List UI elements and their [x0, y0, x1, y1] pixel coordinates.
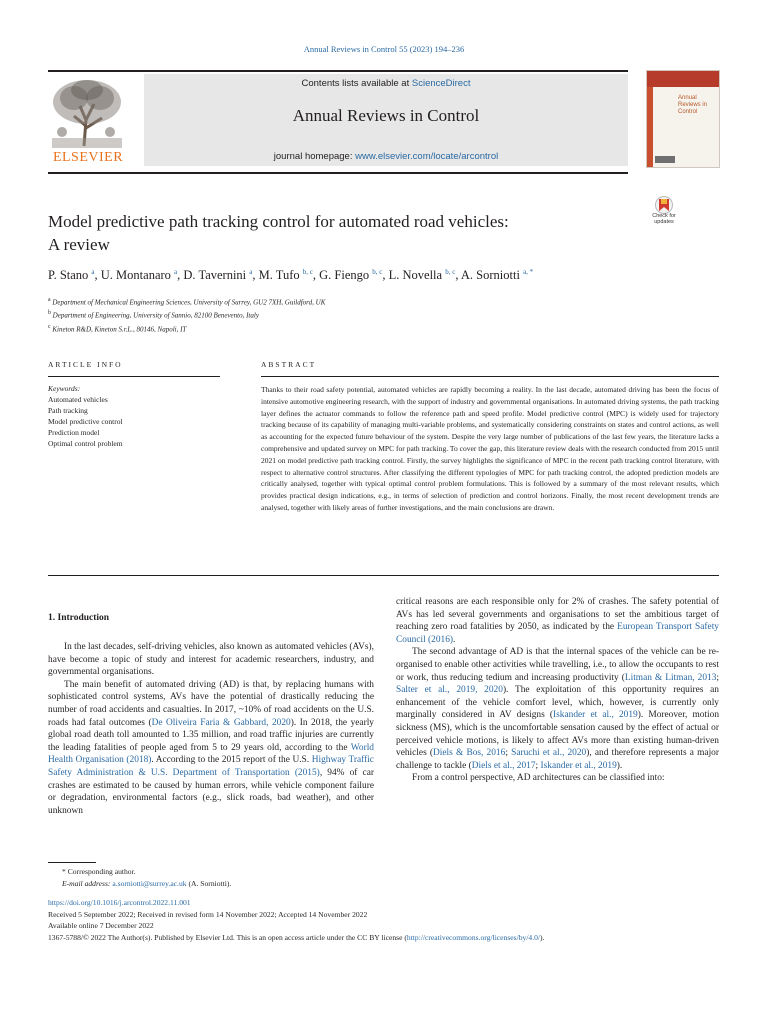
- citation-link[interactable]: Iskander et al., 2019: [553, 710, 638, 721]
- license-link[interactable]: http://creativecommons.org/licenses/by/4.0/: [406, 932, 541, 942]
- author-separator: ,: [312, 268, 320, 283]
- paragraph-text: The main benefit of automated driving (AD) is that, by replacing humans with sophisticated control systems, AVs have the potential of drastically reducing the number of road accidents and casualties. In 2017, ~10% of road accidents on the U.S. roads had fatal outcomes (: [48, 679, 374, 728]
- cover-top-bar: [647, 71, 719, 87]
- author-name: L. Novella: [388, 268, 443, 283]
- body-column-right: [396, 596, 719, 785]
- tree-icon: [46, 76, 128, 150]
- elsevier-wordmark: ELSEVIER: [52, 150, 124, 165]
- author-name: A. Sorniotti: [460, 268, 520, 283]
- citation-link[interactable]: Saruchi et al., 2020: [511, 748, 587, 759]
- sciencedirect-link[interactable]: ScienceDirect: [411, 78, 471, 89]
- affiliation-a: [48, 295, 688, 308]
- body-column-left: [48, 641, 374, 817]
- paragraph-text: , 94% of car crashes are estimated to be caused by human errors, while vehicle component failure or degradation, environmental factors (e.g., slick roads, bad weather), and other unknown: [48, 767, 374, 816]
- author-affiliation-mark[interactable]: b, c: [372, 268, 383, 276]
- author-affiliation-mark[interactable]: a: [174, 268, 178, 276]
- section-heading-introduction: 1. Introduction: [48, 613, 110, 623]
- cover-title: Annual Reviews in Control: [678, 95, 708, 115]
- paragraph-text: ;: [505, 748, 512, 759]
- available-online-date: Available online 7 December 2022: [48, 921, 154, 930]
- citation-link[interactable]: Highway Traffic Safety Administration & U.S. Department of Transportation (2015): [48, 755, 374, 778]
- author[interactable]: [48, 268, 101, 282]
- paragraph: [396, 646, 719, 772]
- author-name: G. Fiengo: [319, 268, 370, 283]
- doi-link[interactable]: https://doi.org/10.1016/j.arcontrol.2022.11.001: [48, 898, 191, 907]
- paragraph-text: ;: [535, 760, 541, 771]
- paragraph-text: ). Moreover, motion sickness (MS), which is the uncomfortable sensation caused by the effect of actual or perceived vehicle motions, is likely to affect AVs more than existing human-driven vehicles (: [396, 710, 720, 759]
- author-affiliation-mark[interactable]: b, c: [445, 268, 456, 276]
- homepage-prefix: journal homepage:: [273, 151, 356, 162]
- affiliation-key: c: [48, 323, 51, 330]
- abstract-rule: [261, 376, 719, 377]
- author[interactable]: [101, 268, 184, 282]
- citation-link[interactable]: Salter et al., 2019, 2020: [396, 685, 503, 696]
- header-top-rule: [48, 70, 628, 72]
- author-separator: ,: [94, 268, 101, 283]
- keyword-item: Optimal control problem: [48, 439, 123, 448]
- author-name: P. Stano: [48, 268, 89, 283]
- author-affiliation-mark[interactable]: a: [91, 268, 95, 276]
- affiliation-key: a: [48, 297, 51, 303]
- author[interactable]: [183, 268, 258, 282]
- citation-link[interactable]: European Transport Safety Council (2016): [396, 622, 719, 645]
- keyword-item: Prediction model: [48, 428, 100, 437]
- author-list: [48, 268, 688, 283]
- received-dates: Received 5 September 2022; Received in revised form 14 November 2022; Accepted 14 November 2022: [48, 909, 368, 919]
- contents-prefix: Contents lists available at: [301, 78, 412, 89]
- affiliation-text: Department of Mechanical Engineering Sciences, University of Surrey, GU2 7XH, Guildford, UK: [52, 298, 326, 307]
- affiliation-text: Department of Engineering, University of Sannio, 82100 Benevento, Italy: [52, 311, 259, 320]
- license-text: 1367-5788/© 2022 The Author(s). Published by Elsevier Ltd. This is an open access article under the CC BY license (: [48, 932, 407, 942]
- keywords-block: [48, 383, 220, 449]
- affiliation-key: b: [48, 310, 51, 317]
- bookmark-icon: [644, 196, 684, 214]
- article-info-rule: [48, 376, 220, 377]
- journal-homepage-link[interactable]: www.elsevier.com/locate/arcontrol: [355, 151, 499, 162]
- citation-link[interactable]: Diels & Bos, 2016: [433, 748, 506, 759]
- check-for-updates-badge[interactable]: [644, 196, 684, 232]
- citation-link[interactable]: De Oliveira Faria & Gabbard, 2020: [151, 717, 291, 728]
- affiliation-c: [48, 322, 688, 335]
- paragraph: From a control perspective, AD architectures can be classified into:: [412, 773, 665, 784]
- author-name: D. Tavernini: [183, 268, 247, 283]
- citation-link[interactable]: World Health Organisation (2018): [48, 742, 374, 766]
- email-note: [48, 878, 719, 890]
- paragraph-text: ). In 2018, the yearly global road death toll amounted to 1.35 million, and road traffic injuries are currently the leading fatalities of people aged from 5 to 29 years old, according to the: [48, 717, 374, 753]
- affiliation-text: Kineton R&D, Kineton S.r.L., 80146, Napoli, IT: [52, 324, 187, 333]
- author-affiliation-mark[interactable]: a, *: [523, 268, 534, 276]
- article-metadata: [48, 897, 748, 943]
- author-separator: ,: [252, 268, 259, 283]
- author-separator: ,: [382, 268, 389, 283]
- paragraph-text: ;: [716, 672, 719, 683]
- journal-homepage-line: [144, 151, 628, 162]
- affiliation-b: [48, 308, 688, 321]
- abstract-text: Thanks to their road safety potential, automated vehicles are rapidly becoming a reality. In the last decade, automated driving has been the focus of intensive automotive engineering research, with the support of industry and governmental organisations. In automated driving systems, the path tracking layer defines the actuator commands to follow the reference path and speed profile. Model predictive control (MPC) is widely used for trajectory tracking because of its capability of managing multi-variable problems, and systematically considering constraints on states and control actions, as well as accounting for the expected future behaviour of the system. Despite the very large number of publications of the last few years, the literature lacks a comprehensive and updated survey on MPC for path tracking. To cover the gap, this literature review deals with the research conducted from 2015 until 2021 on model predictive path tracking control. Firstly, the survey highlights the significance of MPC in the recent path tracking control literature, with respect to alternative control structures. After classifying the different typologies of MPC for path tracking control, the adopted prediction models are critically analysed, together with typical optimal control problem formulations. This is followed by a summary of the most relevant results, which provides practical design indications, e.g., in terms of selection of prediction and control horizons. Finally, the most recent development trends are analysed, together with likely areas of further investigations, and the main conclusions are drawn.: [261, 385, 719, 512]
- author-affiliation-mark[interactable]: b, c: [302, 268, 313, 276]
- license-text-end: ).: [540, 932, 545, 942]
- title-line-1: Model predictive path tracking control for automated road vehicles:: [48, 212, 509, 231]
- paragraph-text: critical reasons are each responsible only for 2% of crashes. The safety potential of AVs has led several governments and organisations to set the ambitious target of reaching zero road fatalities by 2050, as indicated by the: [396, 597, 719, 633]
- email-suffix: (A. Sorniotti).: [186, 879, 232, 888]
- keyword-item: Path tracking: [48, 406, 88, 415]
- paragraph-text: .: [453, 634, 456, 645]
- keywords-label: Keywords:: [48, 384, 81, 393]
- journal-name: Annual Reviews in Control: [292, 106, 480, 125]
- author-affiliation-mark[interactable]: a: [249, 268, 253, 276]
- affiliations: [48, 295, 688, 335]
- paragraph-text: ).: [616, 760, 623, 771]
- author[interactable]: [259, 268, 319, 282]
- paragraph: [396, 596, 719, 646]
- paragraph-text: ), and therefore represents a major challenge to tackle (: [396, 748, 719, 771]
- contents-available-line: [144, 78, 628, 89]
- author[interactable]: [319, 268, 388, 282]
- abstract-heading: ABSTRACT: [261, 360, 317, 369]
- author-separator: ,: [177, 268, 184, 283]
- paragraph-text: The second advantage of AD is that the internal spaces of the vehicle can be re-organised to enable other activities while travelling, i.e., to allow the occupants to rest or work, thus reducing tedium and increasing productivity (: [396, 647, 719, 683]
- paragraph: [48, 679, 374, 818]
- footnotes: [48, 866, 719, 890]
- check-for-updates-label: Check for updates: [652, 213, 676, 225]
- citation-link[interactable]: Diels et al., 2017: [471, 760, 536, 771]
- author[interactable]: [389, 268, 461, 282]
- citation-link[interactable]: Iskander et al., 2019: [540, 760, 617, 771]
- article-info-heading: ARTICLE INFO: [48, 360, 123, 369]
- author[interactable]: [461, 268, 533, 282]
- paragraph-text: ). The exploitation of this opportunity requires an enhancement of the vehicle comfort level, which, however, is currently only marginally considered in AV designs (: [396, 685, 719, 721]
- journal-cover-thumbnail[interactable]: [646, 70, 720, 168]
- journal-citation[interactable]: Annual Reviews in Control 55 (2023) 194–236: [303, 44, 465, 54]
- abstract-bottom-rule: [48, 575, 719, 576]
- author-name: U. Montanaro: [100, 268, 171, 283]
- author-separator: ,: [455, 268, 461, 283]
- corresponding-author-note: * Corresponding author.: [62, 867, 136, 876]
- email-link[interactable]: a.sorniotti@surrey.ac.uk: [112, 879, 187, 888]
- paragraph-text: . According to the 2015 report of the U.S.: [151, 755, 312, 766]
- paper-title: [48, 210, 628, 256]
- author-name: M. Tufo: [258, 268, 300, 283]
- license-line: [48, 932, 748, 944]
- keyword-item: Model predictive control: [48, 417, 123, 426]
- paragraph: In the last decades, self-driving vehicles, also known as automated vehicles (AVs), have become a topic of study and interest for academic researchers, industry, and governmental organisations.: [48, 642, 374, 678]
- header-bottom-rule: [48, 172, 628, 174]
- keyword-item: Automated vehicles: [48, 395, 108, 404]
- title-line-2: A review: [48, 235, 110, 254]
- cover-footer-mark: [655, 156, 675, 163]
- cover-side-bar: [647, 87, 653, 168]
- email-label: E-mail address:: [62, 879, 111, 888]
- citation-link[interactable]: Litman & Litman, 2013: [624, 672, 717, 683]
- footnote-rule: [48, 862, 96, 863]
